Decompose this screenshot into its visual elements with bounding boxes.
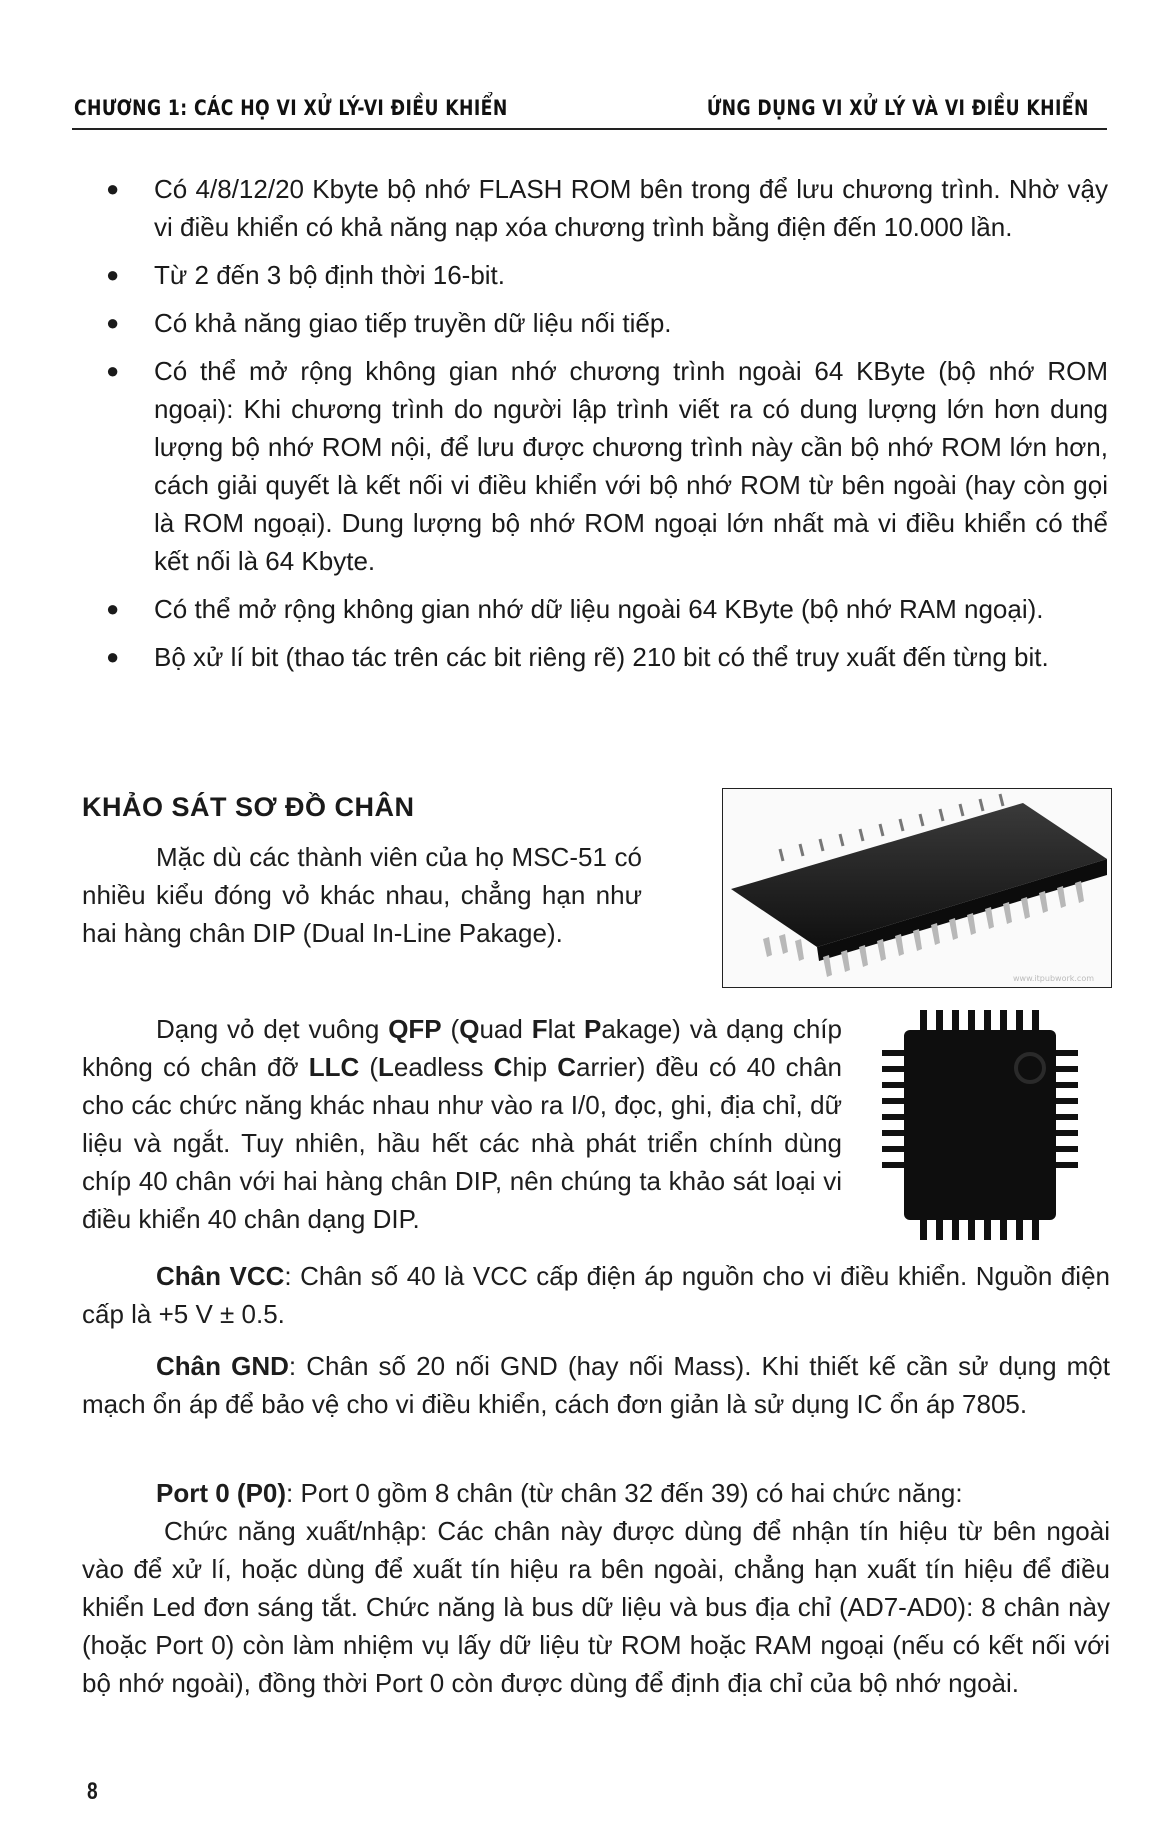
dip-chip-photo	[722, 788, 1112, 988]
qfp-chip-photo	[880, 1008, 1080, 1243]
port0-detail-paragraph: Chức năng xuất/nhập: Các chân này được dùng để nhận tín hiệu từ bên ngoài vào để xử lí, hoặc dùng để xuất tín hiệu ra bên ngoài, chẳng hạn xuất tín hiệu để điều khiển Led đơn sáng tắt. Chức năng là bus dữ liệu và bus địa chỉ (AD7-AD0): 8 chân này (hoặc Port 0) còn làm nhiệm vụ lấy dữ liệu từ ROM hoặc RAM ngoại (nếu có kết nối với bộ nhớ ngoài), đồng thời Port 0 còn được dùng để định địa chỉ của bộ nhớ ngoài.	[82, 1516, 1110, 1698]
header-rule	[72, 128, 1107, 130]
section-heading: KHẢO SÁT SƠ ĐỒ CHÂN	[82, 792, 415, 822]
bullet-icon: ●	[106, 358, 120, 383]
bullet-icon: ●	[106, 596, 120, 621]
running-header-book-title: ỨNG DỤNG VI XỬ LÝ VÀ VI ĐIỀU KHIỂN	[707, 96, 1089, 120]
vcc-paragraph: Chân VCC: Chân số 40 là VCC cấp điện áp nguồn cho vi điều khiển. Nguồn điện cấp là +5 V ± 0.5.	[82, 1261, 1110, 1329]
dip-paragraph: Mặc dù các thành viên của họ MSC-51 có nhiều kiểu đóng vỏ khác nhau, chẳng hạn như hai hàng chân DIP (Dual In-Line Pakage).	[82, 842, 642, 948]
feature-list	[100, 170, 1108, 686]
watermark-text: www.itpubwork.com	[1013, 974, 1095, 983]
list-item: ● Có 4/8/12/20 Kbyte bộ nhớ FLASH ROM bên trong để lưu chương trình. Nhờ vậy vi điều khiển có khả năng nạp xóa chương trình bằng điện đến 10.000 lần.	[100, 170, 1108, 246]
dip-chip-illustration	[723, 789, 1111, 987]
list-item: ● Bộ xử lí bit (thao tác trên các bit riêng rẽ) 210 bit có thể truy xuất đến từng bit.	[100, 638, 1108, 676]
list-item: ● Có khả năng giao tiếp truyền dữ liệu nối tiếp.	[100, 304, 1108, 342]
bullet-icon: ●	[106, 644, 120, 669]
qfp-paragraph: Dạng vỏ dẹt vuông QFP (Quad Flat Pakage) và dạng chíp không có chân đỡ LLC (Leadless Chip Carrier) đều có 40 chân cho các chức năng khác nhau như vào ra I/0, đọc, ghi, địa chỉ, dữ liệu và ngắt. Tuy nhiên, hầu hết các nhà phát triển chính dùng chíp 40 chân với hai hàng chân DIP, nên chúng ta khảo sát loại vi điều khiển 40 chân dạng DIP.	[82, 1014, 843, 1234]
bullet-icon: ●	[106, 310, 120, 335]
running-header-chapter: CHƯƠNG 1: CÁC HỌ VI XỬ LÝ-VI ĐIỀU KHIỂN	[74, 96, 508, 120]
list-item: ● Từ 2 đến 3 bộ định thời 16-bit.	[100, 256, 1108, 294]
port0-paragraph: Port 0 (P0): Port 0 gồm 8 chân (từ chân 32 đến 39) có hai chức năng:	[156, 1478, 963, 1508]
gnd-paragraph: Chân GND: Chân số 20 nối GND (hay nối Mass). Khi thiết kế cần sử dụng một mạch ổn áp để bảo vệ cho vi điều khiển, cách đơn giản là sử dụng IC ổn áp 7805.	[82, 1351, 1110, 1419]
list-item: ● Có thể mở rộng không gian nhớ chương trình ngoài 64 KByte (bộ nhớ ROM ngoại): Khi chương trình do người lập trình viết ra có dung lượng lớn hơn dung lượng bộ nhớ ROM nội, để lưu được chương trình này cần bộ nhớ ROM lớn hơn, cách giải quyết là kết nối vi điều khiển với bộ nhớ ROM từ bên ngoài (hay còn gọi là ROM ngoại). Dung lượng bộ nhớ ROM ngoại lớn nhất mà vi điều khiển có thể kết nối là 64 Kbyte.	[100, 352, 1108, 580]
bullet-icon: ●	[106, 176, 120, 201]
bullet-icon: ●	[106, 262, 120, 287]
list-item: ● Có thể mở rộng không gian nhớ dữ liệu ngoài 64 KByte (bộ nhớ RAM ngoại).	[100, 590, 1108, 628]
page-number: 8	[87, 1778, 98, 1805]
qfp-chip-illustration	[880, 1008, 1080, 1243]
